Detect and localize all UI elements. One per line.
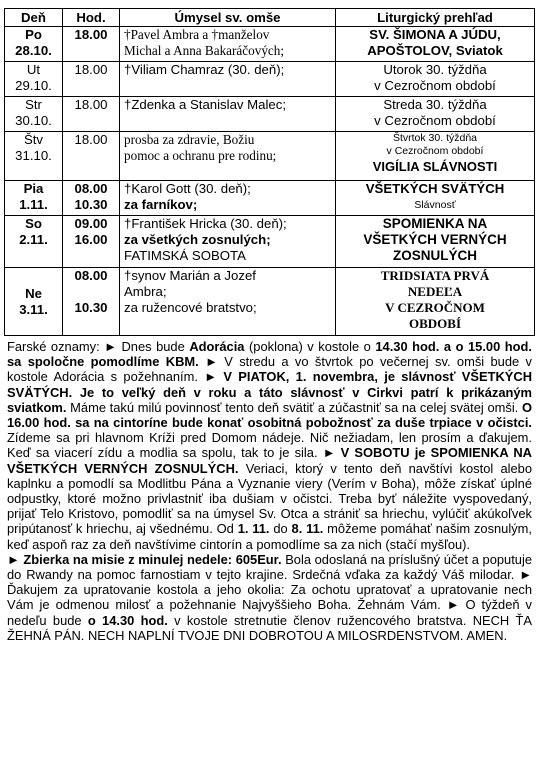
intention-line: †Viliam Chamraz (30. deň); [124, 62, 285, 77]
liturgy-cell [336, 27, 535, 62]
intention-line: FATIMSKÁ SOBOTA [124, 248, 246, 263]
header-intention: Úmysel sv. omše [120, 9, 336, 27]
liturgy-line: SPOMIENKA NA [382, 216, 488, 231]
parish-announcements [4, 339, 534, 643]
intention-line: †Zdenka a Stanislav Malec; [124, 97, 286, 112]
hours-cell [63, 97, 120, 132]
notes-text: Zídeme sa pri hlavnom Kríži pred Domom nádeje. Nič nežiadam, len prosím a ďakujem. Keď sa viacerí zídu a modlia sa spolu, tak to je sila. ► [7, 430, 532, 461]
notes-text: Farské oznamy: ► Dnes bude [7, 339, 190, 354]
announcement-paragraph [7, 552, 532, 643]
day-name: Ne [25, 285, 42, 301]
day-date: 29.10. [15, 78, 52, 93]
intention-cell [120, 132, 336, 181]
hour: 16.00 [74, 232, 108, 247]
day-name: Str [25, 97, 42, 112]
liturgy-line: ZOSNULÝCH [393, 248, 477, 263]
table-row [5, 97, 535, 132]
liturgy-line: VIGÍLIA SLÁVNOSTI [372, 159, 498, 174]
intention-cell [120, 181, 336, 216]
day-cell [5, 216, 63, 268]
liturgy-line: TRIDSIATA PRVÁ [380, 268, 490, 283]
announcement-paragraph [7, 339, 532, 552]
intention-line: Michal a Anna Bakaráčových; [124, 43, 285, 58]
liturgy-line: SV. ŠIMONA A JÚDU, [369, 27, 501, 42]
hour: 10.30 [74, 197, 108, 212]
intention-line: †Pavel Ambra a †manželov [124, 27, 270, 42]
liturgy-line: v Cezročnom období [374, 78, 496, 93]
liturgy-line: OBDOBÍ [408, 316, 461, 331]
day-date: 31.10. [15, 148, 52, 163]
notes-text: V SOBOTU je SPOMIENKA NA VŠETKÝCH VERNÝCH ZOSNULÝCH. [7, 445, 532, 476]
day-cell [5, 132, 63, 181]
table-row [5, 216, 535, 268]
table-row [5, 132, 535, 181]
day-date: 2.11. [19, 232, 48, 247]
notes-text: Adorácia [189, 339, 245, 354]
day-name: Ut [26, 62, 41, 77]
hour: 18.00 [74, 132, 108, 147]
bulletin [4, 8, 534, 643]
intention-line: Ambra; [124, 284, 167, 299]
day-date: 1.11. [19, 197, 48, 212]
notes-text: ► V stredu a vo štvrtok po večernej sv. omši bude v kostole Adorácia s požehnaním. ► [7, 354, 533, 385]
day-name: So [25, 216, 42, 231]
day-cell [5, 27, 63, 62]
intention-cell [120, 216, 336, 268]
header-liturgy: Liturgický prehľad [336, 9, 535, 27]
hour: 08.00 [74, 181, 108, 196]
intention-line: †synov Marián a Jozef [124, 268, 256, 283]
notes-text: (poklona) v kostole o [244, 339, 376, 354]
notes-text: 14.30 hod. a o 15.00 hod. sa spoločne pomodlíme KBM. [7, 339, 532, 370]
liturgy-line: NEDEĽA [407, 284, 463, 299]
liturgy-cell [336, 216, 535, 268]
hours-cell [63, 268, 120, 336]
header-hours: Hod. [63, 9, 120, 27]
intention-line: †František Hricka (30. deň); [124, 216, 287, 231]
table-header-row [5, 9, 535, 27]
intention-line: pomoc a ochranu pre rodinu; [124, 148, 277, 163]
day-date: 3.11. [19, 301, 48, 317]
notes-text: do [269, 521, 292, 537]
intention-line: za všetkých zosnulých; [124, 232, 271, 247]
table-row [5, 62, 535, 97]
notes-text: O 16.00 hod. sa na cintoríne bude konať osobitná pobožnosť za duše trpiace v očistci. [7, 399, 532, 431]
intention-cell [120, 268, 336, 336]
notes-text: môžeme pomáhať našim zosnulým, keď aspoň raz za deň navštívime cintorín a pomodlíme sa za nich (stačí myšľou). [7, 521, 532, 552]
liturgy-line: APOŠTOLOV, Sviatok [367, 43, 503, 58]
notes-text: o 14.30 hod. [87, 612, 168, 628]
hours-cell [63, 216, 120, 268]
hour: 09.00 [74, 216, 108, 231]
notes-text: Máme takú milú povinnosť tento deň svätiť a zúčastniť sa na celej svätej omši. [66, 399, 522, 415]
liturgy-cell [336, 62, 535, 97]
hours-cell [63, 181, 120, 216]
notes-text: Bola odoslaná na príslušný účet a poputuje do Rwandy na pomoc farnostiam v tejto krajine. Srdečná vďaka za každý Váš milodar. ► Ďakujem za upratovanie kostola a jeho okolia: Za ochotu upratovať a upratovanie nech Vám je odmenou milosť a požehnanie Najvyššieho Boha. Žehnám Vám. ► O týždeň v nedeľu bude [7, 551, 532, 628]
day-cell [5, 181, 63, 216]
intention-cell [120, 27, 336, 62]
liturgy-line: Štvrtok 30. týždňa [392, 132, 478, 144]
header-day: Deň [5, 9, 63, 27]
mass-schedule-table [4, 8, 535, 336]
day-name: Po [25, 27, 42, 42]
notes-text: 8. 11. [291, 521, 324, 537]
hours-cell [63, 27, 120, 62]
liturgy-line: V CEZROČNOM [385, 300, 485, 315]
liturgy-line: VŠETKÝCH SVÄTÝCH [365, 181, 505, 196]
day-date: 28.10. [15, 43, 52, 58]
liturgy-line: VŠETKÝCH VERNÝCH [363, 232, 507, 247]
intention-cell [120, 62, 336, 97]
day-cell [5, 97, 63, 132]
hour: 18.00 [74, 97, 108, 112]
notes-text: V PIATOK, 1. novembra, je slávnosť VŠETKÝCH SVÄTÝCH. Je to veľký deň v roku a táto slávnosť v Cirkvi patrí k prikázaným sviatkom. [7, 369, 532, 415]
liturgy-cell [336, 268, 535, 336]
notes-text: Veriaci, ktorý v tento deň navštívi kostol alebo kaplnku a pomodlí sa Modlitbu Pána a Vyznanie viery (Verím v Boha), môže získať úplné odpustky, ktoré možno privlastniť iba dušiam v očistci. Treba byť náležite vyspovedaný, prijať Telo Kristovo, pomodliť sa na úmysel Sv. Otca a strániť sa hriechu, vylúčiť akúkoľvek pripútanosť k hriechu, aj všednému. Od [7, 460, 532, 537]
hour: 10.30 [74, 300, 108, 315]
intention-line: za ružencové bratstvo; [124, 300, 257, 315]
liturgy-line: v Cezročnom období [374, 113, 496, 128]
liturgy-line: v Cezročnom období [386, 145, 484, 157]
hours-cell [63, 62, 120, 97]
day-cell [5, 62, 63, 97]
day-cell [5, 268, 63, 336]
liturgy-line: Utorok 30. týždňa [383, 62, 487, 77]
day-name: Štv [23, 132, 44, 147]
notes-text: ► [7, 551, 24, 567]
table-row [5, 181, 535, 216]
intention-line: prosba za zdravie, Božiu [124, 132, 255, 147]
day-date: 30.10. [15, 113, 52, 128]
intention-line: za farníkov; [124, 197, 198, 212]
liturgy-cell [336, 181, 535, 216]
intention-cell [120, 97, 336, 132]
liturgy-line: Streda 30. týždňa [383, 97, 487, 112]
hour: 18.00 [74, 62, 108, 77]
liturgy-line: Slávnosť [414, 199, 456, 211]
hour: 08.00 [74, 268, 108, 283]
notes-text: v kostole stretnutie členov ružencového bratstva. NECH ŤA ŽEHNÁ PÁN. NECH NAPLNÍ TVOJE DNI DOBROTOU A MILOSRDENSTVOM. AMEN. [7, 612, 532, 643]
intention-line: †Karol Gott (30. deň); [124, 181, 251, 196]
liturgy-cell [336, 132, 535, 181]
liturgy-cell [336, 97, 535, 132]
hour: 18.00 [74, 27, 108, 42]
table-row [5, 27, 535, 62]
notes-text: Zbierka na misie z minulej nedele: 605Eur. [23, 551, 282, 567]
notes-text: 1. 11. [237, 521, 270, 537]
day-name: Pia [23, 181, 44, 196]
table-row [5, 268, 535, 336]
hours-cell [63, 132, 120, 181]
